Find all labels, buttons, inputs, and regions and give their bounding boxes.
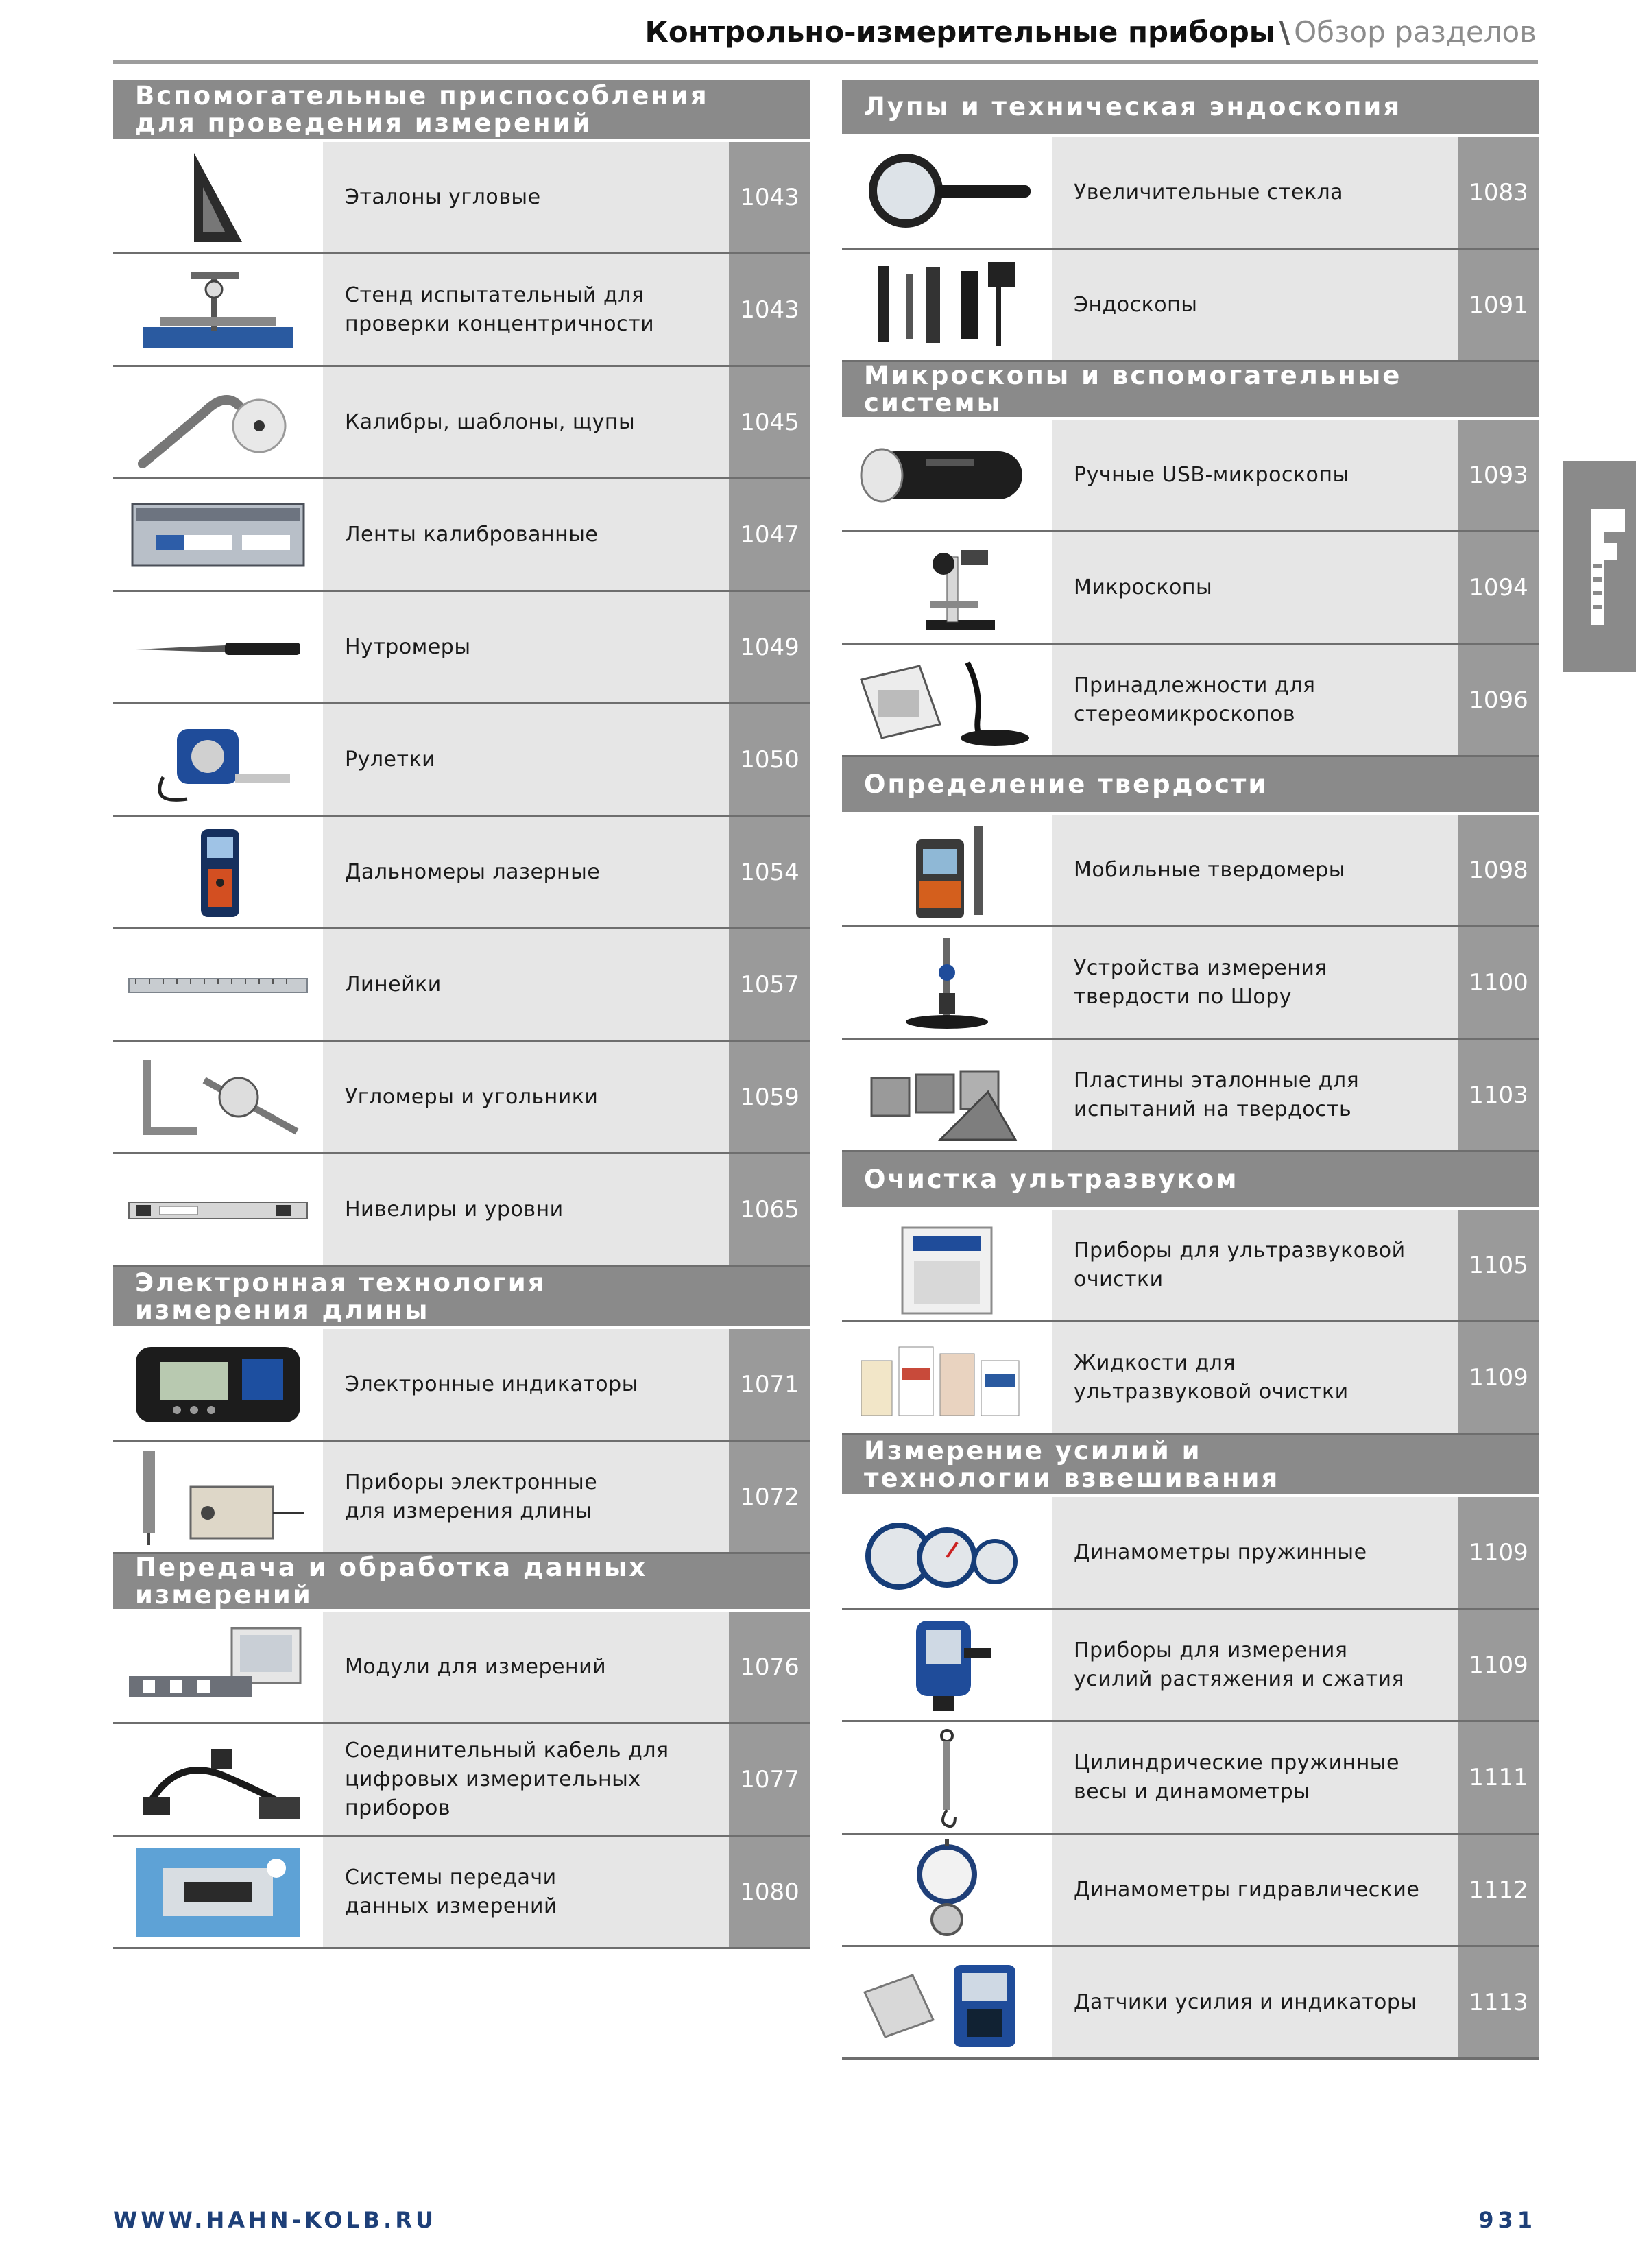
product-thumbnail	[113, 142, 323, 252]
catalog-entry[interactable]	[113, 142, 810, 254]
catalog-entry[interactable]	[842, 1610, 1539, 1722]
tape-measure-icon	[122, 708, 314, 811]
section-heading: Вспомогательные приспособления для проведения измерений	[113, 80, 810, 142]
entry-page-number[interactable]: 1109	[1458, 1610, 1539, 1720]
entry-label: Электронные индикаторы	[323, 1329, 729, 1440]
entry-page-number[interactable]: 1047	[729, 479, 810, 590]
catalog-entry[interactable]	[113, 1724, 810, 1837]
entry-label: Модули для измерений	[323, 1612, 729, 1722]
header-separator: \	[1279, 15, 1290, 49]
product-thumbnail	[113, 1329, 323, 1440]
entry-label: Соединительный кабель для цифровых измерительных приборов	[323, 1724, 729, 1835]
catalog-entry[interactable]	[842, 927, 1539, 1040]
product-thumbnail	[842, 1210, 1052, 1320]
electronic-probe-icon	[122, 1446, 314, 1549]
data-cable-icon	[122, 1728, 314, 1831]
entry-page-number[interactable]: 1096	[1458, 645, 1539, 755]
website-url[interactable]: WWW.HAHN-KOLB.RU	[113, 2207, 437, 2233]
entry-label: Увеличительные стекла	[1052, 137, 1458, 248]
entry-page-number[interactable]: 1043	[729, 142, 810, 252]
entry-label: Динамометры пружинные	[1052, 1497, 1458, 1608]
section-heading: Измерение усилий и технологии взвешивания	[842, 1435, 1539, 1497]
test-blocks-icon	[851, 1044, 1043, 1147]
entry-page-number[interactable]: 1109	[1458, 1322, 1539, 1433]
cleaning-fluids-icon	[851, 1326, 1043, 1429]
product-thumbnail	[842, 1040, 1052, 1150]
section-heading: Передача и обработка данных измерений	[113, 1554, 810, 1612]
entry-page-number[interactable]: 1105	[1458, 1210, 1539, 1320]
section-heading: Микроскопы и вспомогательные системы	[842, 362, 1539, 420]
entry-page-number[interactable]: 1094	[1458, 532, 1539, 643]
catalog-entry[interactable]	[842, 1835, 1539, 1947]
product-thumbnail	[113, 1154, 323, 1265]
microscope-icon	[851, 536, 1043, 639]
entry-label: Принадлежности для стереомикроскопов	[1052, 645, 1458, 755]
product-thumbnail	[842, 420, 1052, 530]
entry-page-number[interactable]: 1111	[1458, 1722, 1539, 1833]
section-heading: Очистка ультразвуком	[842, 1152, 1539, 1210]
data-transfer-system-icon	[122, 1841, 314, 1944]
product-thumbnail	[842, 1322, 1052, 1433]
catalog-entry[interactable]	[842, 250, 1539, 362]
entry-label: Системы передачи данных измерений	[323, 1837, 729, 1947]
catalog-entry[interactable]	[113, 1837, 810, 1949]
entry-label: Нивелиры и уровни	[323, 1154, 729, 1265]
chapter-tab[interactable]	[1563, 461, 1636, 672]
catalog-entry[interactable]	[113, 1442, 810, 1554]
catalog-entry[interactable]	[113, 1042, 810, 1154]
magnifier-icon	[851, 141, 1043, 244]
entry-page-number[interactable]: 1072	[729, 1442, 810, 1552]
entry-page-number[interactable]: 1043	[729, 254, 810, 365]
hydraulic-dynamometer-icon	[851, 1839, 1043, 1942]
catalog-entry[interactable]	[113, 367, 810, 479]
entry-label: Линейки	[323, 929, 729, 1040]
usb-microscope-icon	[851, 424, 1043, 527]
product-thumbnail	[113, 254, 323, 365]
product-thumbnail	[113, 1612, 323, 1722]
catalog-entry[interactable]	[113, 592, 810, 704]
entry-page-number[interactable]: 1077	[729, 1724, 810, 1835]
entry-label: Приборы для ультразвуковой очистки	[1052, 1210, 1458, 1320]
catalog-title: Контрольно-измерительные приборы	[645, 15, 1275, 49]
entry-label: Мобильные твердомеры	[1052, 815, 1458, 925]
catalog-entry[interactable]	[113, 817, 810, 929]
entry-label: Пластины эталонные для испытаний на твердость	[1052, 1040, 1458, 1150]
spirit-level-icon	[122, 1158, 314, 1261]
force-sensor-icon	[851, 1951, 1043, 2054]
product-thumbnail	[842, 250, 1052, 360]
microscope-accessories-icon	[851, 649, 1043, 752]
feeler-tape-icon	[122, 484, 314, 586]
entry-label: Рулетки	[323, 704, 729, 815]
catalog-entry[interactable]	[113, 1329, 810, 1442]
product-thumbnail	[842, 645, 1052, 755]
product-thumbnail	[842, 1497, 1052, 1608]
product-thumbnail	[113, 1042, 323, 1152]
catalog-entry[interactable]	[113, 929, 810, 1042]
catalog-entry[interactable]	[842, 815, 1539, 927]
entry-label: Жидкости для ультразвуковой очистки	[1052, 1322, 1458, 1433]
entry-page-number[interactable]: 1091	[1458, 250, 1539, 360]
entry-page-number[interactable]: 1080	[729, 1837, 810, 1947]
product-thumbnail	[842, 1610, 1052, 1720]
entry-page-number[interactable]: 1065	[729, 1154, 810, 1265]
entry-page-number[interactable]: 1049	[729, 592, 810, 702]
entry-page-number[interactable]: 1100	[1458, 927, 1539, 1038]
product-thumbnail	[842, 137, 1052, 248]
entry-page-number[interactable]: 1083	[1458, 137, 1539, 248]
catalog-entry[interactable]	[842, 1947, 1539, 2060]
entry-label: Эталоны угловые	[323, 142, 729, 252]
section-heading: Определение твердости	[842, 757, 1539, 815]
force-gauge-icon	[851, 1614, 1043, 1717]
entry-page-number[interactable]: 1112	[1458, 1835, 1539, 1945]
product-thumbnail	[113, 1837, 323, 1947]
catalog-entry[interactable]	[842, 1497, 1539, 1610]
entry-label: Цилиндрические пружинные весы и динамометры	[1052, 1722, 1458, 1833]
entry-page-number[interactable]: 1109	[1458, 1497, 1539, 1608]
right-column	[842, 80, 1539, 2060]
bore-gauge-icon	[122, 596, 314, 699]
entry-label: Микроскопы	[1052, 532, 1458, 643]
entry-label: Динамометры гидравлические	[1052, 1835, 1458, 1945]
product-thumbnail	[842, 927, 1052, 1038]
entry-page-number[interactable]: 1054	[729, 817, 810, 927]
product-thumbnail	[113, 1724, 323, 1835]
product-thumbnail	[842, 1835, 1052, 1945]
product-thumbnail	[113, 704, 323, 815]
entry-label: Стенд испытательный для проверки концентричности	[323, 254, 729, 365]
ultrasonic-cleaner-icon	[851, 1214, 1043, 1317]
spring-dynamometer-icon	[851, 1501, 1043, 1604]
product-thumbnail	[842, 1947, 1052, 2057]
section-heading: Лупы и техническая эндоскопия	[842, 80, 1539, 137]
entry-label: Нутромеры	[323, 592, 729, 702]
section-heading: Электронная технология измерения длины	[113, 1267, 810, 1329]
entry-page-number[interactable]: 1045	[729, 367, 810, 477]
concentricity-stand-icon	[122, 259, 314, 361]
entry-label: Ручные USB-микроскопы	[1052, 420, 1458, 530]
header-divider	[113, 60, 1538, 64]
entry-label: Приборы электронные для измерения длины	[323, 1442, 729, 1552]
catalog-entry[interactable]	[113, 254, 810, 367]
catalog-entry[interactable]	[113, 1154, 810, 1267]
entry-page-number[interactable]: 1059	[729, 1042, 810, 1152]
entry-label: Датчики усилия и индикаторы	[1052, 1947, 1458, 2057]
entry-page-number[interactable]: 1071	[729, 1329, 810, 1440]
product-thumbnail	[842, 532, 1052, 643]
product-thumbnail	[113, 592, 323, 702]
entry-page-number[interactable]: 1113	[1458, 1947, 1539, 2057]
product-thumbnail	[842, 1722, 1052, 1833]
page-header	[645, 15, 1537, 49]
angle-gauge-icon	[122, 146, 314, 249]
entry-label: Эндоскопы	[1052, 250, 1458, 360]
entry-label: Калибры, шаблоны, щупы	[323, 367, 729, 477]
electronic-indicator-icon	[122, 1333, 314, 1436]
endoscope-icon	[851, 254, 1043, 357]
shore-tester-icon	[851, 931, 1043, 1034]
ruler-icon	[122, 933, 314, 1036]
catalog-entry[interactable]	[113, 479, 810, 592]
section-subtitle: Обзор разделов	[1294, 15, 1537, 49]
measuring-module-icon	[122, 1616, 314, 1719]
entry-page-number[interactable]: 1076	[729, 1612, 810, 1722]
catalog-entry[interactable]	[842, 1722, 1539, 1835]
product-thumbnail	[113, 817, 323, 927]
entry-page-number[interactable]: 1057	[729, 929, 810, 1040]
product-thumbnail	[842, 815, 1052, 925]
protractor-square-icon	[122, 1046, 314, 1149]
product-thumbnail	[113, 929, 323, 1040]
hardness-tester-icon	[851, 819, 1043, 922]
catalog-entry[interactable]	[842, 420, 1539, 532]
entry-label: Угломеры и угольники	[323, 1042, 729, 1152]
product-thumbnail	[113, 479, 323, 590]
catalog-entry[interactable]	[842, 532, 1539, 645]
catalog-entry[interactable]	[842, 645, 1539, 757]
gauges-icon	[122, 371, 314, 474]
product-thumbnail	[113, 1442, 323, 1552]
entry-label: Ленты калиброванные	[323, 479, 729, 590]
entry-label: Устройства измерения твердости по Шору	[1052, 927, 1458, 1038]
catalog-entry[interactable]	[842, 1210, 1539, 1322]
catalog-entry[interactable]	[113, 704, 810, 817]
left-column	[113, 80, 810, 1949]
catalog-entry[interactable]	[113, 1612, 810, 1724]
entry-page-number[interactable]: 1103	[1458, 1040, 1539, 1150]
entry-page-number[interactable]: 1098	[1458, 815, 1539, 925]
entry-page-number[interactable]: 1093	[1458, 420, 1539, 530]
catalog-entry[interactable]	[842, 1040, 1539, 1152]
entry-label: Дальномеры лазерные	[323, 817, 729, 927]
spring-scale-icon	[851, 1726, 1043, 1829]
entry-label: Приборы для измерения усилий растяжения и сжатия	[1052, 1610, 1458, 1720]
catalog-entry[interactable]	[842, 1322, 1539, 1435]
page-number: 931	[1478, 2207, 1537, 2233]
laser-rangefinder-icon	[122, 821, 314, 924]
caliper-tab-icon	[1563, 461, 1636, 672]
catalog-entry[interactable]	[842, 137, 1539, 250]
entry-page-number[interactable]: 1050	[729, 704, 810, 815]
product-thumbnail	[113, 367, 323, 477]
